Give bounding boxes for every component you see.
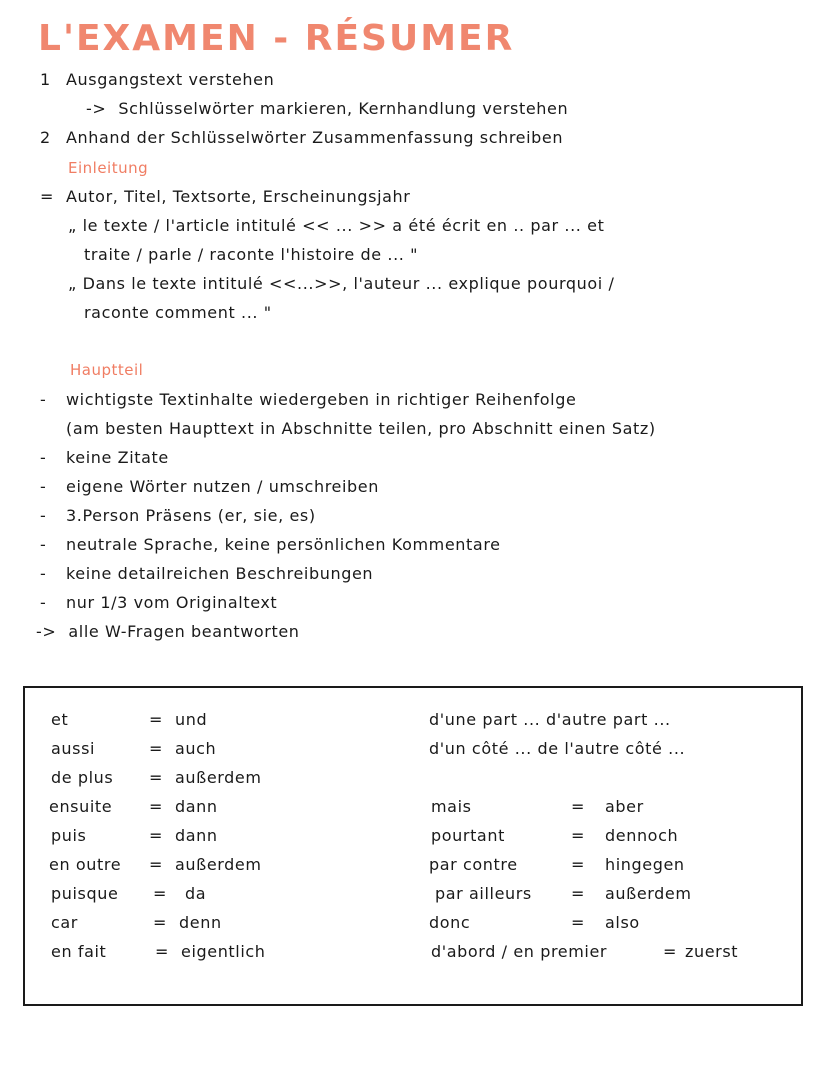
glossary-right-de: also [605, 913, 640, 932]
hauptteil-item-3-text: eigene Wörter nutzen / umschreiben [66, 477, 379, 496]
hauptteil-item-5 [40, 535, 501, 554]
glossary-left-fr: aussi [51, 739, 96, 758]
glossary-eq: = [149, 739, 163, 758]
hauptteil-item-5-text: neutrale Sprache, keine persönlichen Kommentare [66, 535, 501, 554]
bullet-marker: - [40, 448, 47, 467]
bullet-marker: - [40, 564, 47, 583]
phrase-1-line-2: traite / parle / raconte l'histoire de ... " [84, 245, 419, 264]
step-2-text: Anhand der Schlüsselwörter Zusammenfassung schreiben [66, 128, 564, 147]
glossary-left-de: und [175, 710, 208, 729]
phrase-1-line-1: „ le texte / l'article intitulé << ... >> a été écrit en .. par ... et [68, 216, 605, 235]
glossary-left-fr: de plus [51, 768, 114, 787]
glossary-left-de: dann [175, 797, 218, 816]
glossary-eq: = [663, 942, 677, 961]
glossary-right-de: dennoch [605, 826, 679, 845]
glossary-left-de: außerdem [175, 855, 262, 874]
einleitung-item-text: Autor, Titel, Textsorte, Erscheinungsjahr [66, 187, 411, 206]
glossary-right-fr: pourtant [431, 826, 505, 845]
einleitung-heading: Einleitung [68, 159, 149, 177]
glossary-right-de: aber [605, 797, 644, 816]
glossary-eq: = [571, 855, 585, 874]
einleitung-item [40, 187, 410, 206]
arrow-icon: -> [86, 99, 107, 118]
glossary-eq: = [571, 913, 585, 932]
glossary-left-fr: ensuite [49, 797, 113, 816]
bullet-marker: - [40, 593, 47, 612]
glossary-eq: = [149, 797, 163, 816]
phrase-2-line-1: „ Dans le texte intitulé <<...>>, l'auteur ... explique pourquoi / [68, 274, 615, 293]
glossary-right-de: hingegen [605, 855, 685, 874]
glossary-eq: = [571, 826, 585, 845]
step-2 [40, 128, 563, 147]
glossary-left-fr: puisque [51, 884, 119, 903]
hauptteil-item-1-text: wichtigste Textinhalte wiedergeben in richtiger Reihenfolge [66, 390, 577, 409]
glossary-left-de: da [185, 884, 207, 903]
hauptteil-item-4-text: 3.Person Präsens (er, sie, es) [66, 506, 316, 525]
bullet-marker: - [40, 390, 47, 409]
step-1 [40, 70, 274, 89]
glossary-left-fr: en fait [51, 942, 107, 961]
glossary-right-fr: par ailleurs [435, 884, 532, 903]
glossary-right-fr: d'abord / en premier [431, 942, 608, 961]
glossary-eq: = [153, 884, 167, 903]
arrow-icon: -> [36, 622, 57, 641]
hauptteil-item-7 [40, 593, 277, 612]
glossary-eq: = [149, 710, 163, 729]
bullet-marker: - [40, 506, 47, 525]
equals-marker: = [40, 187, 55, 206]
step-2-number: 2 [40, 128, 51, 147]
hauptteil-item-6 [40, 564, 373, 583]
glossary-left-fr: et [51, 710, 69, 729]
hauptteil-item-1-line-2: (am besten Haupttext in Abschnitte teilen, pro Abschnitt einen Satz) [66, 419, 656, 438]
glossary-box [23, 686, 803, 1006]
glossary-left-de: außerdem [175, 768, 262, 787]
hauptteil-item-7-text: nur 1/3 vom Originaltext [66, 593, 278, 612]
hauptteil-item-3 [40, 477, 379, 496]
phrase-2-line-2: raconte comment ... " [84, 303, 272, 322]
hauptteil-heading: Hauptteil [70, 361, 144, 379]
glossary-left-de: denn [179, 913, 222, 932]
glossary-right-fr: mais [431, 797, 472, 816]
glossary-eq: = [155, 942, 169, 961]
page-title: L'EXAMEN - RÉSUMER [38, 18, 515, 59]
bullet-marker: - [40, 477, 47, 496]
glossary-right-phrase: d'une part ... d'autre part ... [429, 710, 671, 729]
bullet-marker: - [40, 535, 47, 554]
glossary-eq: = [149, 826, 163, 845]
hauptteil-final-text: alle W-Fragen beantworten [68, 622, 300, 641]
step-1-sub [86, 99, 568, 118]
hauptteil-item-2 [40, 448, 169, 467]
glossary-right-fr: donc [429, 913, 471, 932]
glossary-eq: = [571, 884, 585, 903]
glossary-left-de: auch [175, 739, 217, 758]
step-1-text: Ausgangstext verstehen [66, 70, 275, 89]
hauptteil-item-2-text: keine Zitate [66, 448, 169, 467]
hauptteil-item-4 [40, 506, 316, 525]
glossary-eq: = [149, 768, 163, 787]
glossary-right-phrase: d'un côté ... de l'autre côté ... [429, 739, 686, 758]
glossary-right-fr: par contre [429, 855, 518, 874]
step-1-number: 1 [40, 70, 51, 89]
glossary-left-fr: en outre [49, 855, 122, 874]
glossary-eq: = [149, 855, 163, 874]
glossary-right-de: außerdem [605, 884, 692, 903]
hauptteil-item-1 [40, 390, 576, 409]
glossary-left-fr: puis [51, 826, 87, 845]
glossary-eq: = [153, 913, 167, 932]
glossary-left-fr: car [51, 913, 78, 932]
step-1-sub-text: Schlüsselwörter markieren, Kernhandlung verstehen [118, 99, 569, 118]
glossary-left-de: eigentlich [181, 942, 266, 961]
hauptteil-final [36, 622, 300, 641]
glossary-right-de: zuerst [685, 942, 739, 961]
hauptteil-item-6-text: keine detailreichen Beschreibungen [66, 564, 374, 583]
glossary-eq: = [571, 797, 585, 816]
glossary-left-de: dann [175, 826, 218, 845]
